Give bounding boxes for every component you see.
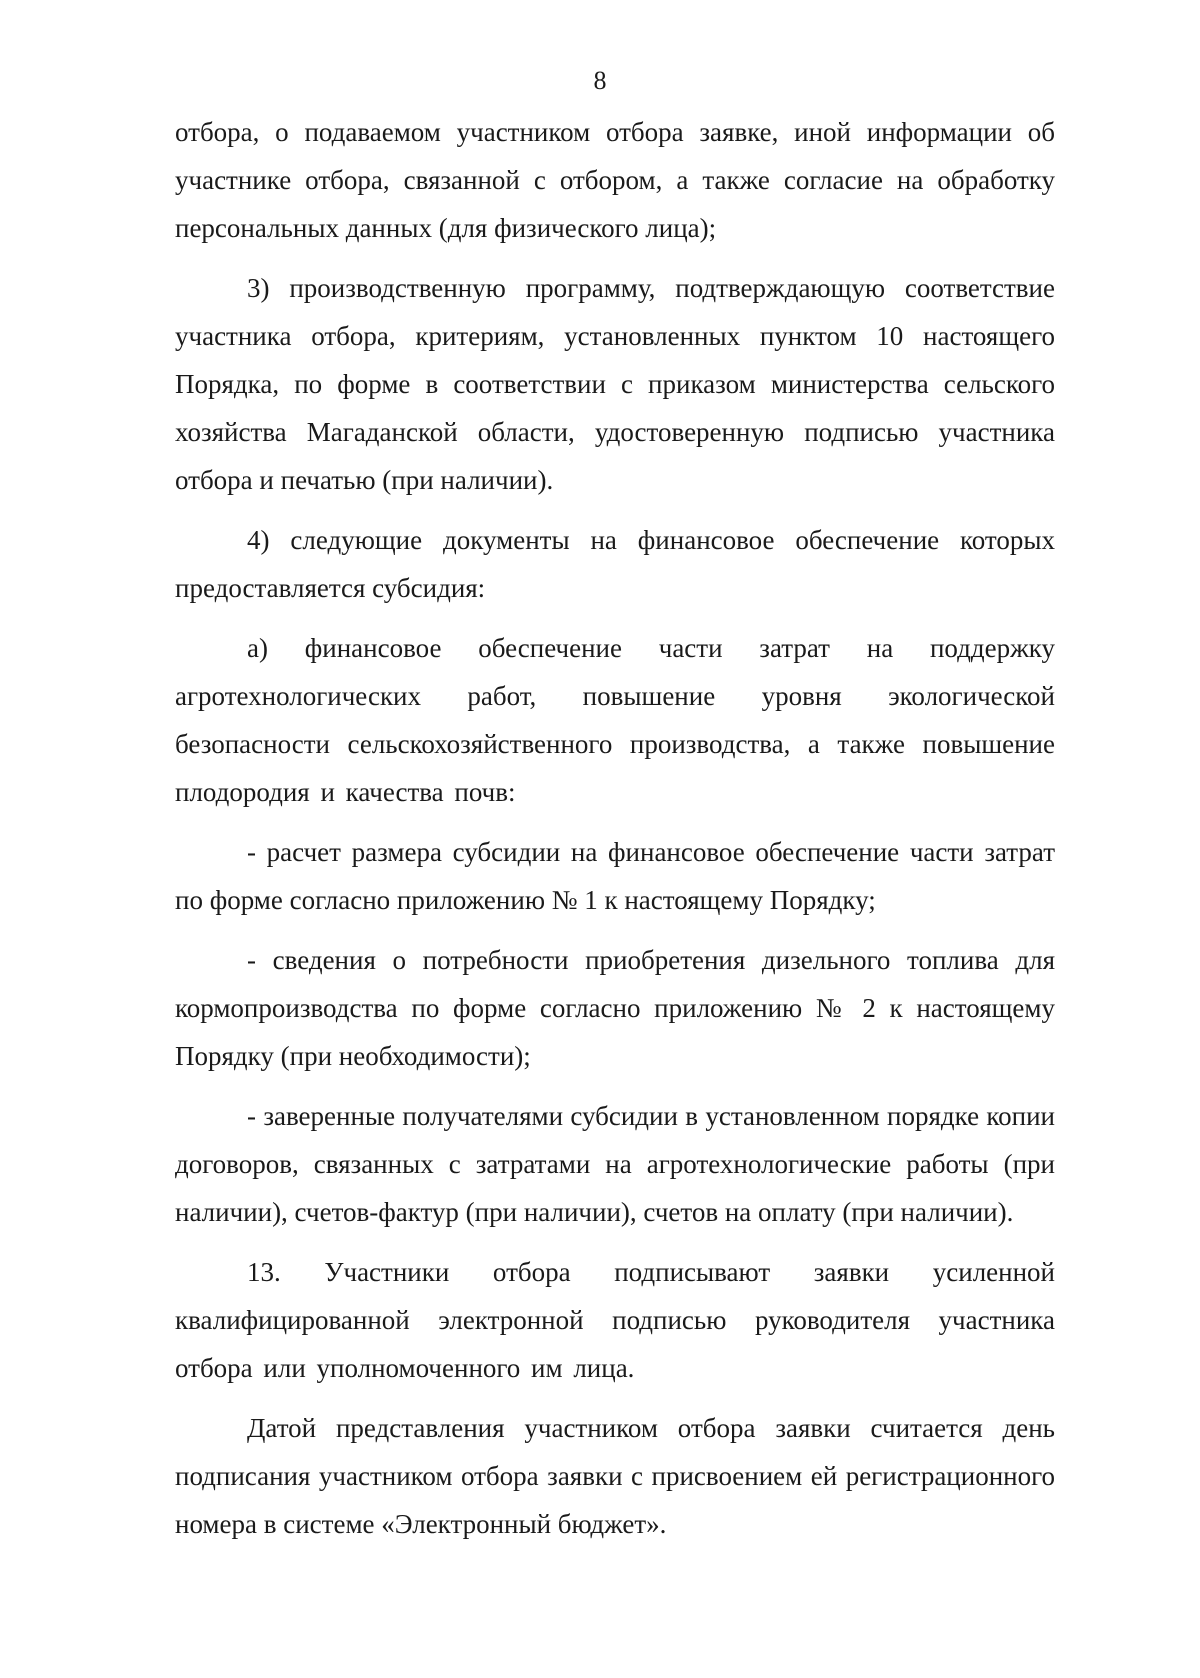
page-number: 8 [593, 66, 607, 95]
paragraph-production-program: 3) производственную программу, подтверждающую соответствие участника отбора, критериям, установленных пунктом 10 настоящего Порядка, по форме в соответствии с приказом министерства сельского хозяйства Магаданской области, удостоверенную подписью участника отбора и печатью (при наличии). [175, 273, 1055, 495]
paragraph-documents-list: 4) следующие документы на финансовое обеспечение которых предоставляется субсидия: [175, 525, 1055, 603]
paragraph-bullet-diesel-fuel: - сведения о потребности приобретения дизельного топлива для кормопроизводства по форме согласно приложению № 2 к настоящему Порядку (при необходимости); [175, 945, 1055, 1071]
paragraph-bullet-subsidy-calculation: - расчет размера субсидии на финансовое обеспечение части затрат по форме согласно приложению № 1 к настоящему Порядку; [175, 837, 1055, 915]
paragraph-section-13: 13. Участники отбора подписывают заявки усиленной квалифицированной электронной подписью руководителя участника отбора или уполномоченного им лица. [175, 1257, 1055, 1383]
paragraph-submission-date: Датой представления участником отбора заявки считается день подписания участником отбора заявки с присвоением ей регистрационного номера в системе «Электронный бюджет». [175, 1413, 1055, 1539]
document-body [175, 108, 1055, 1560]
paragraph-item-a: а) финансовое обеспечение части затрат на поддержку агротехнологических работ, повышение уровня экологической безопасности сельскохозяйственного производства, а также повышение плодородия и качества почв: [175, 633, 1055, 807]
paragraph-consent-continuation: отбора, о подаваемом участником отбора заявке, иной информации об участнике отбора, связанной с отбором, а также согласие на обработку персональных данных (для физического лица); [175, 117, 1055, 243]
paragraph-bullet-contract-copies: - заверенные получателями субсидии в установленном порядке копии договоров, связанных с затратами на агротехнологические работы (при наличии), счетов-фактур (при наличии), счетов на оплату (при наличии). [175, 1101, 1055, 1227]
